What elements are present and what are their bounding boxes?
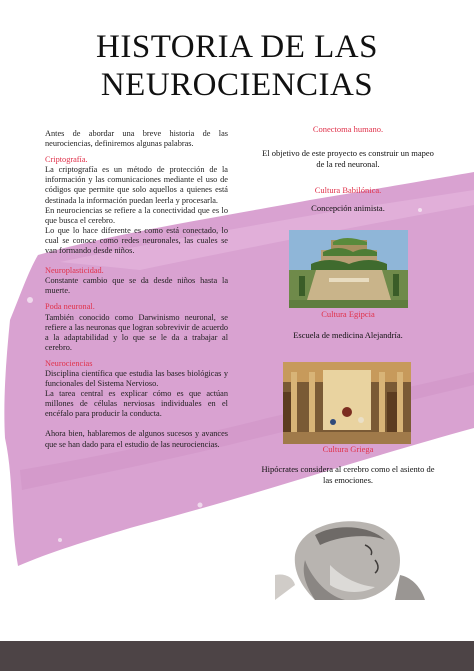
heading-egipcia: Cultura Egipcia	[321, 309, 375, 319]
neurociencias-p2: La tarea central es explicar cómo es que actúan millones de células nerviosas individuales en el encéfalo para producir la conducta.	[45, 389, 228, 419]
criptografia-p3: Lo que lo hace diferente es como está conectado, lo cual se conoce como redes neuronales, las cuales se van formando desde niños.	[45, 225, 228, 256]
intro-paragraph: Antes de abordar una breve historia de las neurociencias, definiremos algunas palabras.	[45, 129, 228, 149]
griega-text: Hipócrates considera al cerebro como el asiento de las emociones.	[261, 464, 435, 485]
criptografia-p1: La criptografía es un método de protección de la información y las comunicaciones mediante el uso de códigos que permite que solo aquellos a quienes está destinada la información puedan leerla y procesarla.	[45, 165, 228, 205]
closing-paragraph: Ahora bien, hablaremos de algunos sucesos y avances que se han dado para el estudio de las neurociencias.	[45, 429, 228, 449]
conectoma-text: El objetivo de este proyecto es construir un mapeo de la red neuronal.	[262, 148, 434, 169]
egipcia-text: Escuela de medicina Alejandría.	[293, 330, 403, 340]
footer-bar	[0, 641, 474, 671]
page-title	[0, 28, 474, 104]
neurociencias-p1: Disciplina científica que estudia las bases biológicas y funcionales del Sistema Nervioso.	[45, 368, 228, 389]
heading-griega: Cultura Griega	[322, 444, 374, 454]
title-line-1: HISTORIA DE LAS	[96, 29, 378, 65]
babilonica-text: Concepción animista.	[311, 203, 385, 213]
hippocrates-bust-image	[275, 515, 425, 600]
heading-neuroplasticidad: Neuroplasticidad.	[45, 266, 104, 276]
heading-conectoma: Conectoma humano.	[312, 124, 384, 134]
criptografia-p2: En neurociencias se refiere a la conectividad que es lo que busca el cerebro.	[45, 205, 228, 225]
library-alexandria-image	[283, 362, 411, 444]
heading-criptografia: Criptografía.	[45, 155, 88, 165]
heading-poda: Poda neuronal.	[45, 302, 95, 312]
neuroplasticidad-p1: Constante cambio que se da desde niños hasta la muerte.	[45, 276, 228, 296]
hanging-gardens-image	[289, 230, 408, 308]
heading-babilonica: Cultura Babilónica.	[314, 185, 382, 195]
title-line-2: NEUROCIENCIAS	[100, 67, 374, 103]
poda-p1: También conocido como Darwinismo neuronal, se refiere a las neuronas que logran sobrevivir de acuerdo a la adaptabilidad y lo que se le da a trabajar al cerebro.	[45, 312, 228, 352]
left-column	[45, 129, 228, 450]
heading-neurociencias: Neurociencias	[45, 358, 93, 368]
